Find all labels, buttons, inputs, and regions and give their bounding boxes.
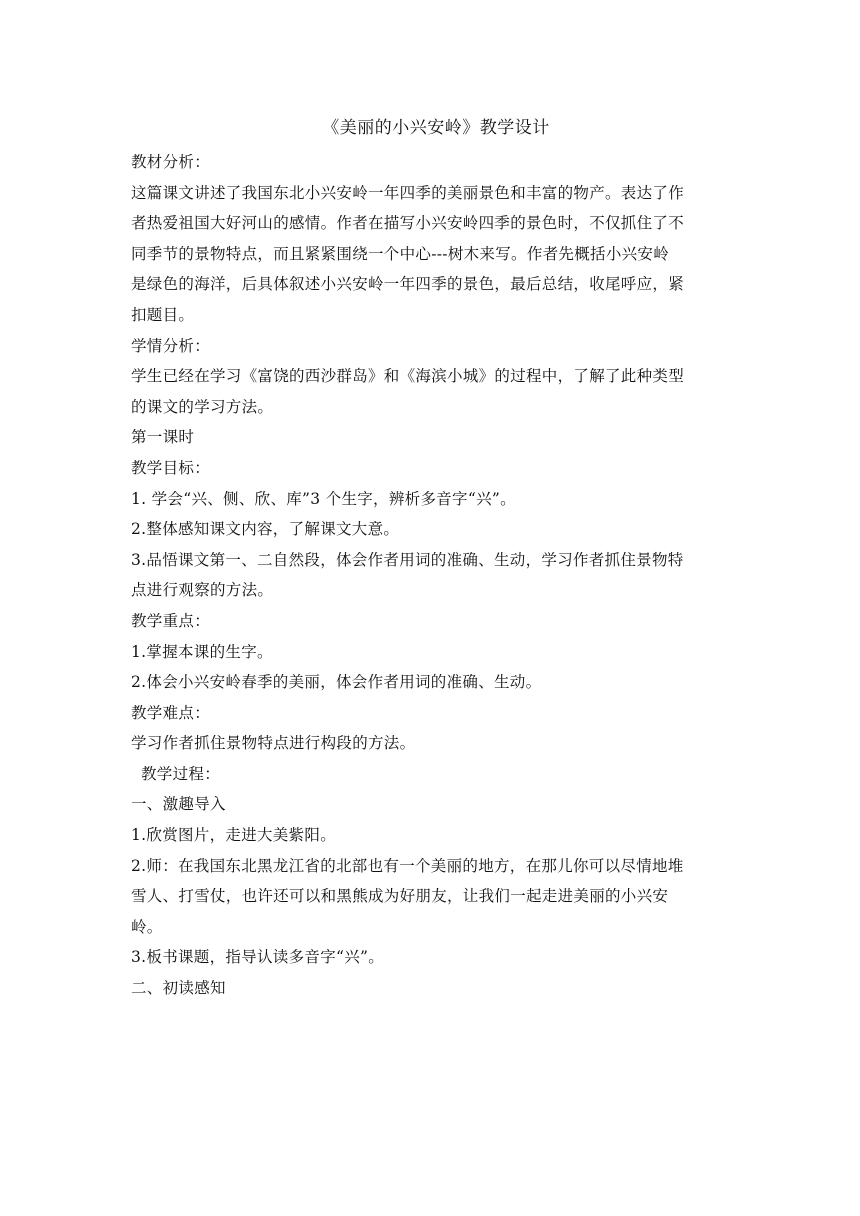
process-heading: 教学过程： xyxy=(141,764,221,783)
goal-item-3: 3.品悟课文第一、二自然段，体会作者用词的准确、生动，学习作者抓住景物特 xyxy=(131,550,684,569)
goal-item-1: 1. 学会“兴、侧、欣、库”3 个生字，辨析多音字“兴”。 xyxy=(131,489,516,508)
material-line-2: 者热爱祖国大好河山的感情。作者在描写小兴安岭四季的景色时，不仅抓住了不 xyxy=(131,214,685,233)
goals-heading: 教学目标： xyxy=(131,458,211,477)
material-line-3: 同季节的景物特点，而且紧紧围绕一个中心---树木来写。作者先概括小兴安岭 xyxy=(131,244,670,263)
material-heading: 教材分析： xyxy=(131,153,211,171)
key-heading: 教学重点： xyxy=(131,611,211,630)
section1-heading: 一、激趣导入 xyxy=(131,795,226,814)
material-line-5: 扣题目。 xyxy=(131,305,195,324)
section2-heading: 二、初读感知 xyxy=(131,979,226,998)
section1-item-2-end: 岭。 xyxy=(131,917,163,936)
document-title: 《美丽的小兴安岭》教学设计 xyxy=(322,118,550,138)
key-point-2: 2.体会小兴安岭春季的美丽，体会作者用词的准确、生动。 xyxy=(131,673,542,692)
section1-item-1: 1.欣赏图片，走进大美紫阳。 xyxy=(131,826,336,845)
key-point-1: 1.掌握本课的生字。 xyxy=(131,642,273,661)
lesson-heading: 第一课时 xyxy=(131,428,195,447)
student-line-2: 的课文的学习方法。 xyxy=(131,397,274,416)
difficulty-heading: 教学难点： xyxy=(131,703,211,722)
section1-item-3: 3.板书课题，指导认读多音字“兴”。 xyxy=(131,948,385,967)
goal-item-2: 2.整体感知课文内容，了解课文大意。 xyxy=(131,520,400,539)
section1-item-2: 2.师：在我国东北黑龙江省的北部也有一个美丽的地方，在那儿你可以尽情地堆 xyxy=(131,856,684,875)
document-page xyxy=(131,114,731,1004)
student-heading: 学情分析： xyxy=(131,336,211,355)
section1-item-2-cont: 雪人、打雪仗，也许还可以和黑熊成为好朋友，让我们一起走进美丽的小兴安 xyxy=(131,887,669,906)
student-line-1: 学生已经在学习《富饶的西沙群岛》和《海滨小城》的过程中，了解了此种类型 xyxy=(131,367,685,386)
difficulty-text: 学习作者抓住景物特点进行构段的方法。 xyxy=(131,734,416,753)
material-line-4: 是绿色的海洋，后具体叙述小兴安岭一年四季的景色，最后总结，收尾呼应，紧 xyxy=(131,275,685,294)
material-line-1: 这篇课文讲述了我国东北小兴安岭一年四季的美丽景色和丰富的物产。表达了作 xyxy=(131,183,685,202)
goal-item-3-cont: 点进行观察的方法。 xyxy=(131,581,274,600)
